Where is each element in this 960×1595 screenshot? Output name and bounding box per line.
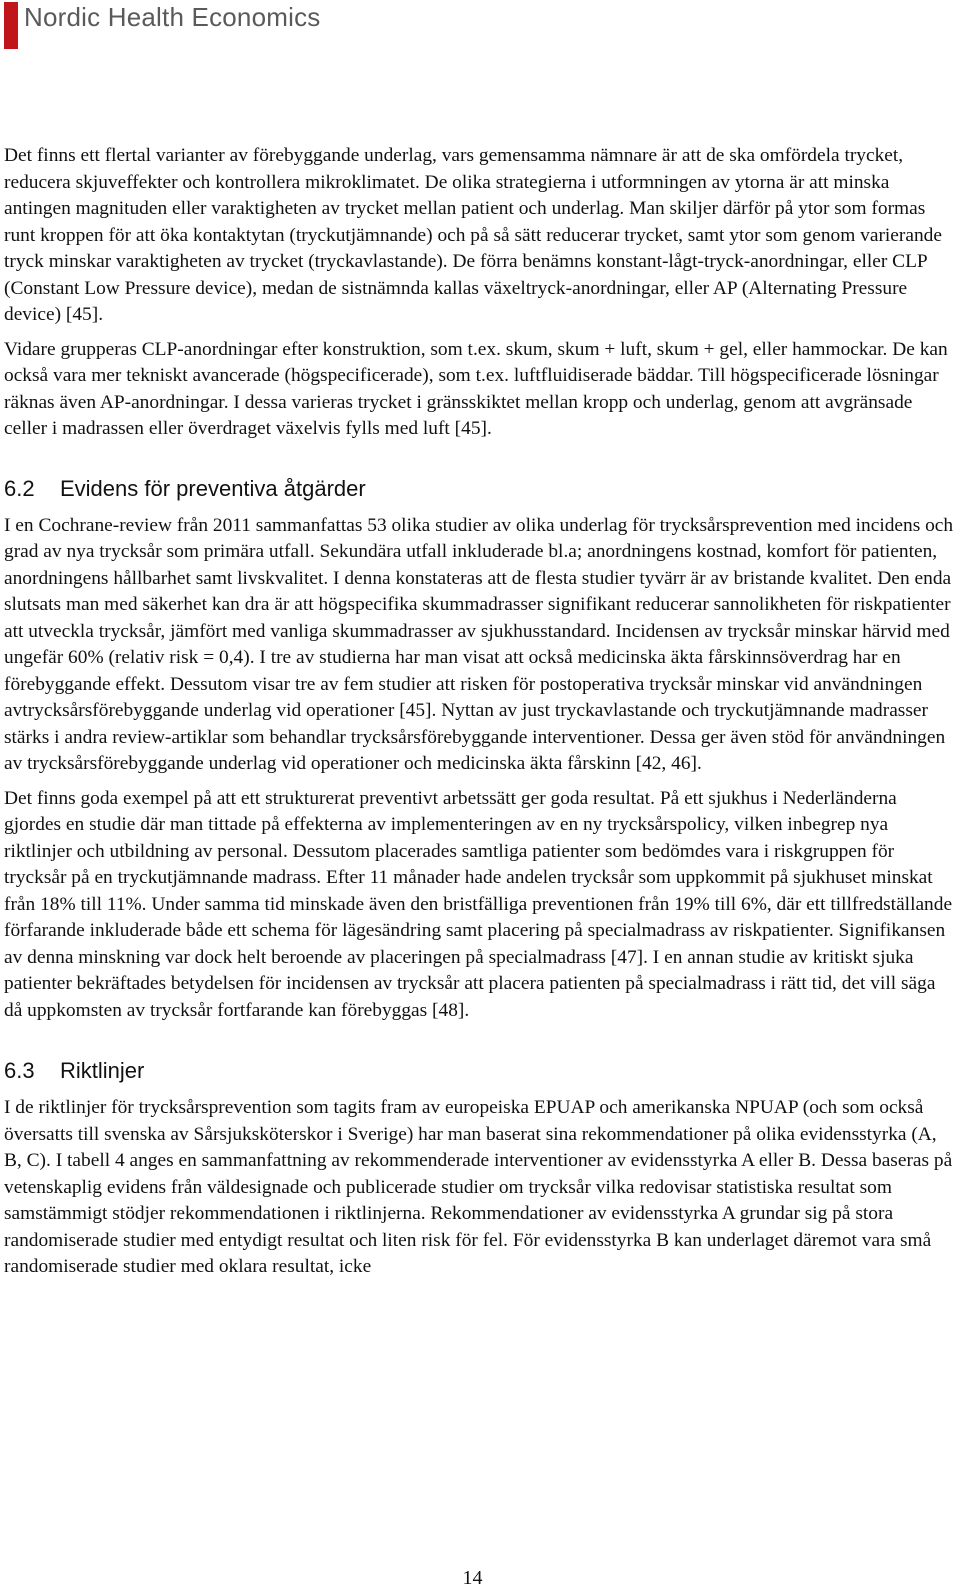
paragraph: I de riktlinjer för trycksårsprevention som tagits fram av europeiska EPUAP och amerikanska NPUAP (och som också översatts till svenska av Sårsjuksköterskor i Sverige) har man baserat sina rekommendationer på olika evidensstyrka (A, B, C). I tabell 4 anges en sammanfattning av rekommenderade interventioner av evidensstyrka A eller B. Dessa baseras på vetenskaplig evidens från väldesignade och publicerade studier om trycksår vilka redovisar statistiska resultat som samstämmigt stödjer rekommendationen i riktlinjerna. Rekommendationer av evidensstyrka A grundar sig på stora randomiserade studier med entydigt resultat och liten risk för fel. För evidensstyrka B kan underlaget däremot vara små randomiserade studier med oklara resultat, icke [4, 1097, 953, 1277]
section-title: Riktlinjer [60, 1058, 145, 1083]
paragraph: I en Cochrane-review från 2011 sammanfattas 53 olika studier av olika underlag för trycksårsprevention med incidens och grad av nya trycksår som primära utfall. Sekundära utfall inkluderade bl.a; anordningens kostnad, komfort för patienten, anordningens hållbarhet samt livskvalitet. I denna konstateras att de flesta studier tyvärr är av bristande kvalitet. Den enda slutsats man med säkerhet kan dra är att högspecifika skummadrasser signifikant reducerar sannolikheten för riskpatienter att utveckla trycksår, jämfört med vanliga skummadrasser av sjukhusstandard. Incidensen av trycksår minskar härvid med ungefär 60% (relativ risk = 0,4). I tre av studierna har man visat att också medicinska äkta fårskinnsöverdrag har en förebyggande effekt. Dessutom visar tre av fem studier att risken för postoperativa trycksår minskar vid användningen avtrycksårsförebyggande underlag vid operationer [45]. Nyttan av just tryckavlastande och tryckutjämnande madrasser stärks i andra review-artiklar som behandlar trycksårsförebyggande interventioner. Dessa ger även stöd för användningen av trycksårsförebyggande underlag vid operationer och medicinska äkta fårskinn [42, 46]. [4, 514, 954, 774]
paragraph: Det finns goda exempel på att ett strukturerat preventivt arbetssätt ger goda resultat. På ett sjukhus i Nederländerna gjordes en studie där man tittade på effekterna av implementeringen av en ny trycksårspolicy, vilken inbegrep nya riktlinjer och utbildning av personal. Dessutom placerades samtliga patienter som bedömdes vara i riskgruppen för trycksår på en tryckutjämnande madrass. Efter 11 månader hade andelen trycksår som uppkommit på sjukhuset minskat från 18% till 11%. Under samma tid minskade även den bristfälliga preventionen från 19% till 6%, där ett tillfredställande förfarande inkluderade både ett schema för lägesändring samt placering på specialmadrass av riskpatienter. Signifikansen av denna minskning var dock helt beroende av placeringen på specialmadrass [47]. I en annan studie av kritiskt sjuka patienter bekräftades betydelsen för incidensen av trycksår att placera patienten på specialmadrass i rätt tid, det vill säga då uppkomsten av trycksår fortfarande kan förebyggas [48]. [4, 787, 953, 1021]
section-heading-6-3 [4, 1057, 956, 1085]
section-number: 6.3 [4, 1058, 35, 1083]
paragraph: Vidare grupperas CLP-anordningar efter konstruktion, som t.ex. skum, skum + luft, skum + gel, eller hammockar. De kan också vara mer tekniskt avancerade (högspecificerade), som t.ex. luftfluidiserade bäddar. Till högspecificerade lösningar räknas även AP-anordningar. I dessa varieras trycket i gränsskiktet mellan kropp och underlag, genom att avgränsade celler i madrassen eller överdraget växelvis fylls med luft [45]. [4, 338, 948, 439]
header-accent-bar [4, 2, 18, 49]
header-title: Nordic Health Economics [24, 2, 321, 32]
document-body [4, 143, 956, 1289]
section-title: Evidens för preventiva åtgärder [60, 475, 366, 501]
section-heading-6-2 [4, 475, 956, 503]
section-number: 6.2 [4, 475, 35, 501]
page-number: 14 [462, 1567, 483, 1589]
paragraph: Det finns ett flertal varianter av förebyggande underlag, vars gemensamma nämnare är att de ska omfördela trycket, reducera skjuveffekter och kontrollera mikroklimatet. De olika strategierna i utformningen av ytorna är att minska antingen magnituden eller varaktigheten av trycket mellan patient och underlag. Man skiljer därför på ytor som formas runt kroppen för att öka kontaktytan (tryckutjämnande) och på så sätt reducerar trycket, samt ytor som genom varierande tryck minskar varaktigheten av trycket (tryckavlastande). De förra benämns konstant-lågt-tryck-anordningar, eller CLP (Constant Low Pressure device), medan de sistnämnda kallas växeltryck-anordningar, eller AP (Alternating Pressure device) [45]. [4, 145, 942, 325]
page-header [4, 2, 321, 50]
